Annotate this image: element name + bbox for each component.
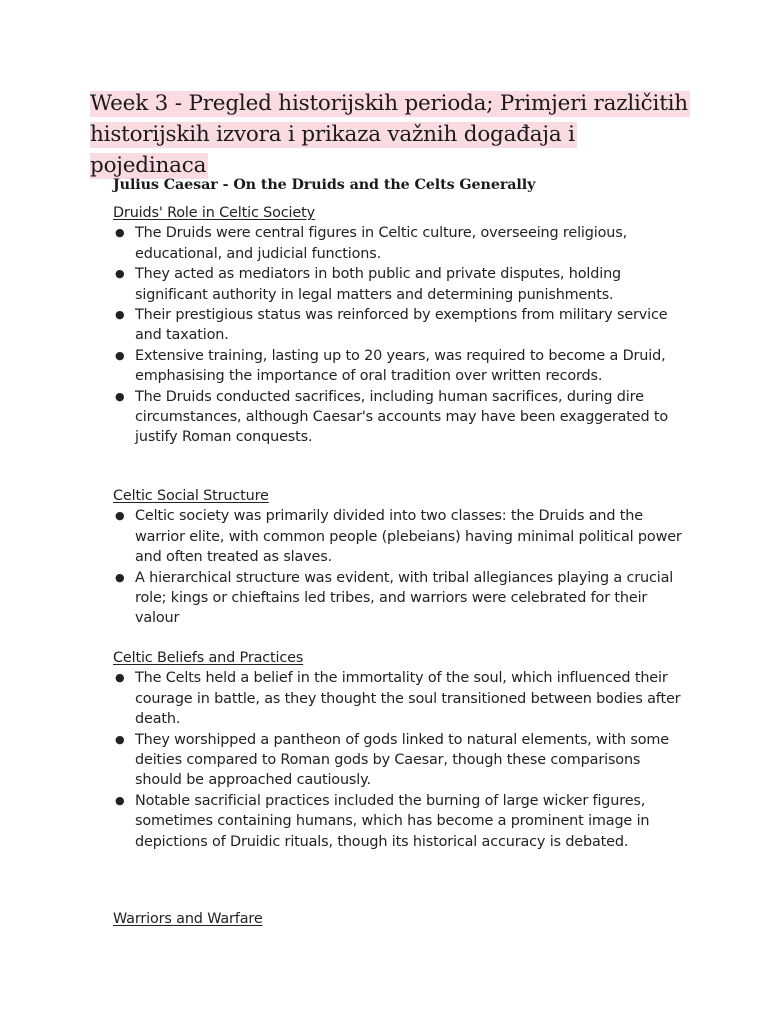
- bullet-icon: ●: [115, 793, 125, 807]
- bullet-icon: ●: [115, 308, 125, 322]
- bullet-icon: ●: [115, 509, 125, 523]
- list-item: [113, 730, 683, 791]
- section-heading: Druids' Role in Celtic Society: [113, 205, 315, 221]
- list-item: [113, 346, 683, 387]
- list-item-text: Their prestigious status was reinforced by exemptions from military service and taxation.: [135, 307, 668, 344]
- section-social-structure: [113, 486, 683, 629]
- list-item: [113, 668, 683, 729]
- list-item: [113, 387, 683, 448]
- bullet-icon: ●: [115, 671, 125, 685]
- section-druids-role: [113, 203, 683, 448]
- bullet-icon: ●: [115, 348, 125, 362]
- list-item: [113, 305, 683, 346]
- list-item-text: They acted as mediators in both public and private disputes, holding significant authority in legal matters and determining punishments.: [135, 266, 622, 303]
- list-item-text: Celtic society was primarily divided into two classes: the Druids and the warrior elite, with common people (plebeians) having minimal political power and often treated as slaves.: [135, 508, 682, 566]
- bullet-list: [113, 668, 683, 852]
- section-beliefs-practices: [113, 648, 683, 852]
- bullet-icon: ●: [115, 267, 125, 281]
- document-subtitle: Julius Caesar - On the Druids and the Celts Generally: [113, 177, 536, 193]
- list-item-text: Notable sacrificial practices included the burning of large wicker figures, sometimes containing humans, which has become a prominent image in depictions of Druidic rituals, though its historical accuracy is debated.: [135, 792, 650, 850]
- bullet-list: [113, 223, 683, 447]
- list-item-text: The Druids were central figures in Celtic culture, overseeing religious, educational, and judicial functions.: [135, 225, 628, 262]
- list-item-text: Extensive training, lasting up to 20 years, was required to become a Druid, emphasising the importance of oral tradition over written records.: [135, 347, 666, 385]
- list-item: [113, 506, 683, 567]
- list-item: [113, 264, 683, 305]
- section-warriors-warfare: [113, 909, 683, 929]
- list-item-text: They worshipped a pantheon of gods linked to natural elements, with some deities compared to Roman gods by Caesar, though these comparisons should be approached cautiously.: [135, 731, 669, 789]
- bullet-icon: ●: [115, 226, 125, 240]
- list-item: [113, 223, 683, 264]
- list-item: [113, 568, 683, 629]
- bullet-icon: ●: [115, 570, 125, 584]
- section-heading: Warriors and Warfare: [113, 911, 263, 927]
- document-title: [90, 88, 690, 181]
- title-highlight: Week 3 - Pregled historijskih perioda; Primjeri različitih historijskih izvora i prikaza važnih događaja i pojedinaca: [90, 91, 688, 178]
- bullet-list: [113, 506, 683, 628]
- bullet-icon: ●: [115, 389, 125, 403]
- section-heading: Celtic Beliefs and Practices: [113, 650, 304, 666]
- list-item-text: A hierarchical structure was evident, with tribal allegiances playing a crucial role; kings or chieftains led tribes, and warriors were celebrated for their valour: [135, 569, 674, 627]
- list-item-text: The Celts held a belief in the immortality of the soul, which influenced their courage in battle, as they thought the soul transitioned between bodies after death.: [135, 670, 681, 728]
- bullet-icon: ●: [115, 732, 125, 746]
- list-item-text: The Druids conducted sacrifices, including human sacrifices, during dire circumstances, although Caesar's accounts may have been exaggerated to justify Roman conquests.: [135, 388, 669, 446]
- section-heading: Celtic Social Structure: [113, 488, 269, 504]
- list-item: [113, 791, 683, 852]
